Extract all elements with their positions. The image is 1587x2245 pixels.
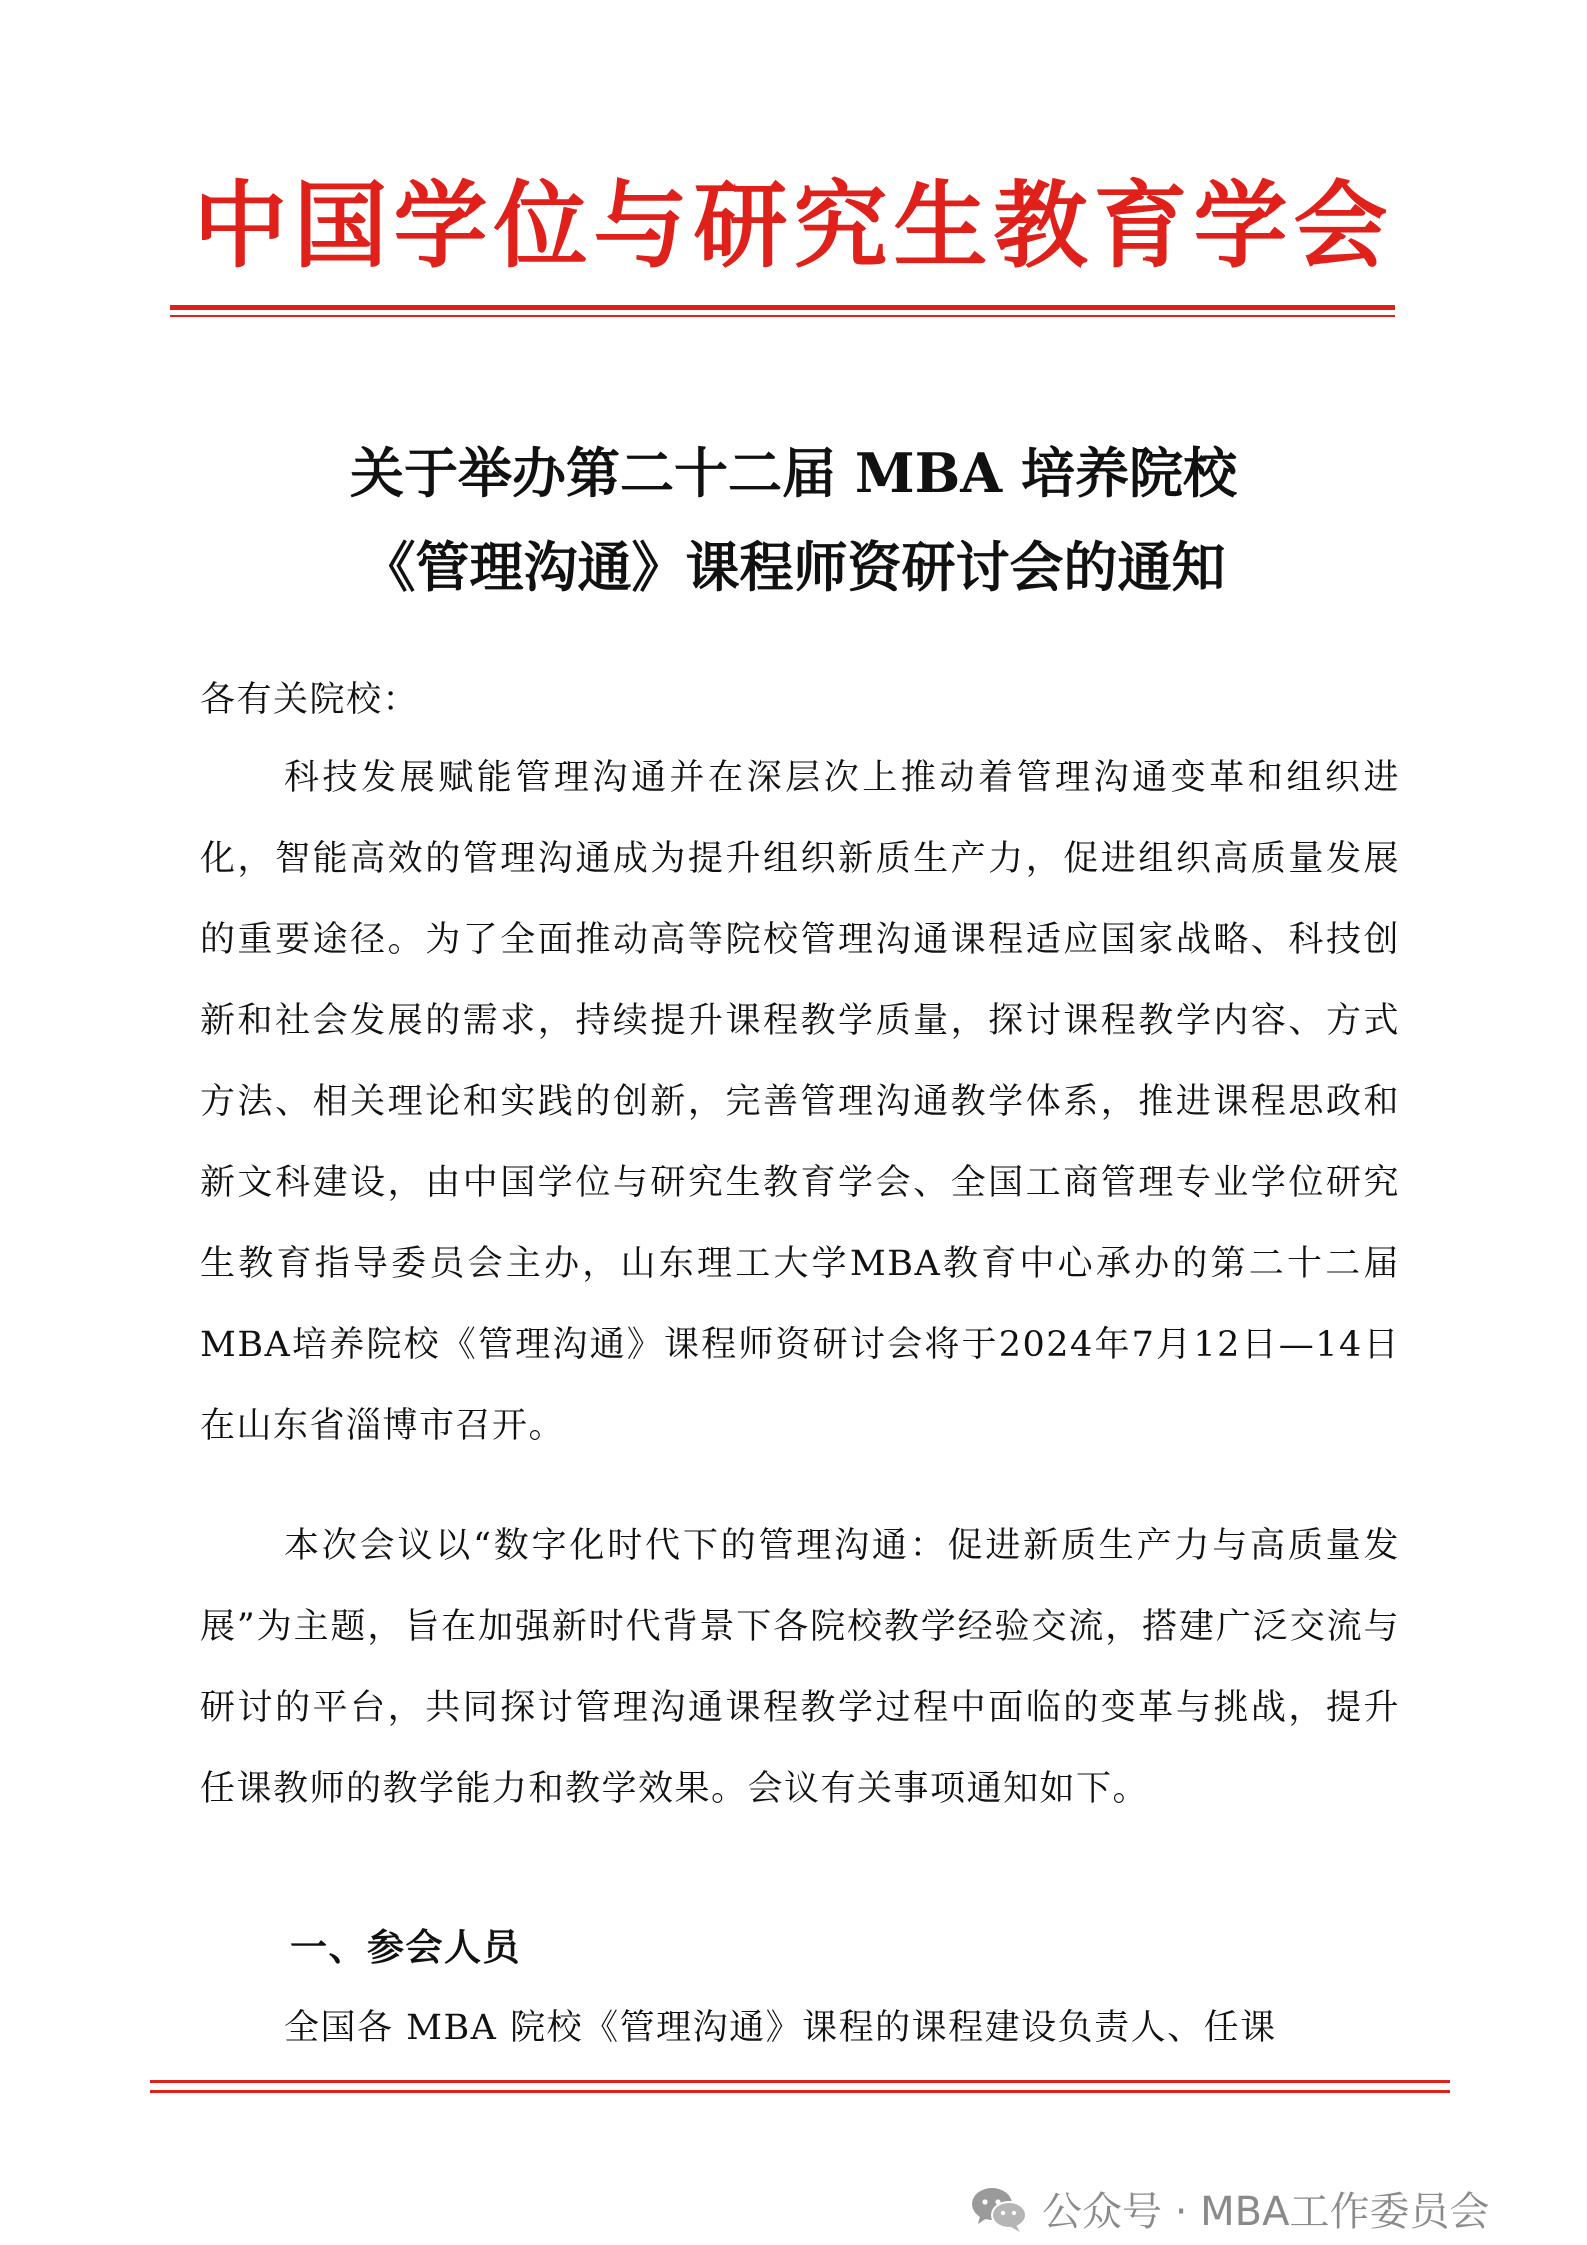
footer-divider-thick — [150, 2080, 1450, 2083]
organization-header: 中国学位与研究生教育学会 — [193, 172, 1394, 281]
wechat-watermark — [970, 2180, 1489, 2237]
salutation: 各有关院校： — [200, 680, 420, 720]
footer-divider-thin — [150, 2090, 1450, 2093]
document-title-line-1: 关于举办第二十二届 MBA 培养院校 — [350, 441, 1237, 505]
paragraph-2: 本次会议以“数字化时代下的管理沟通：促进新质生产力与高质量发展”为主题，旨在加强新时代背景下各院校教学经验交流，搭建广泛交流与研讨的平台，共同探讨管理沟通课程教学过程中面临的变革与挑战，提升任课教师的教学能力和教学效果。会议有关事项通知如下。 — [200, 1526, 1400, 1809]
document-title-line-2: 《管理沟通》课程师资研讨会的通知 — [361, 535, 1226, 599]
paragraph-1: 科技发展赋能管理沟通并在深层次上推动着管理沟通变革和组织进化，智能高效的管理沟通成为提升组织新质生产力，促进组织高质量发展的重要途径。为了全面推动高等院校管理沟通课程适应国家战略、科技创新和社会发展的需求，持续提升课程教学质量，探讨课程教学内容、方式方法、相关理论和实践的创新，完善管理沟通教学体系，推进课程思政和新文科建设，由中国学位与研究生教育学会、全国工商管理专业学位研究生教育指导委员会主办，山东理工大学MBA教育中心承办的第二十二届MBA培养院校《管理沟通》课程师资研讨会将于2024年7月12日—14日在山东省淄博市召开。 — [200, 758, 1400, 1446]
section-heading-attendees: 一、参会人员 — [290, 1926, 521, 1969]
watermark-text: 公众号 · MBA工作委员会 — [1042, 2189, 1490, 2235]
wechat-icon — [970, 2184, 1028, 2234]
header-divider — [170, 305, 1395, 317]
paragraph-3: 全国各 MBA 院校《管理沟通》课程的课程建设负责人、任课 — [284, 2008, 1277, 2048]
header-divider-thick — [170, 305, 1395, 310]
header-divider-thin — [170, 315, 1395, 317]
footer-divider — [150, 2080, 1450, 2093]
